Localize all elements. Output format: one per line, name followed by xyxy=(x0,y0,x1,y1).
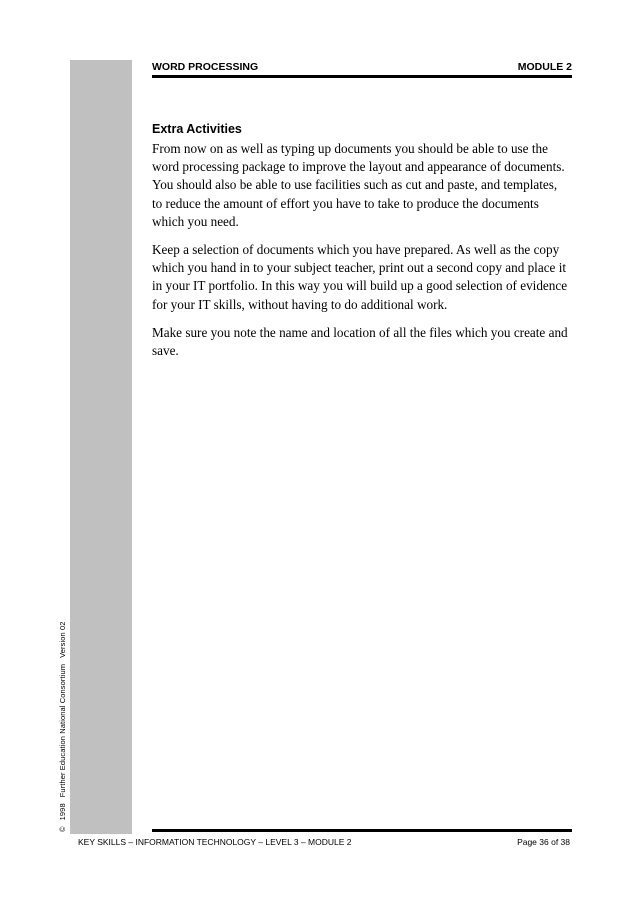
header-divider xyxy=(152,75,572,78)
copyright-year: 1998 xyxy=(58,803,67,821)
main-content xyxy=(152,122,570,370)
copyright-symbol: © xyxy=(58,826,67,832)
footer-course-title: KEY SKILLS – INFORMATION TECHNOLOGY – LEVEL 3 – MODULE 2 xyxy=(78,837,352,847)
paragraph-1: From now on as well as typing up documents you should be able to use the word processing package to improve the layout and appearance of documents. You should also be able to use facilities such as cut and paste, and templates, to reduce the amount of effort you have to take to produce the documents which you need. xyxy=(152,141,565,229)
header-module-label: MODULE 2 xyxy=(517,61,572,73)
footer-page-number: Page 36 of 38 xyxy=(517,837,570,847)
footer-divider xyxy=(152,829,572,832)
paragraph-2: Keep a selection of documents which you have prepared. As well as the copy which you hand in to your subject teacher, print out a second copy and place it in your IT portfolio. In this way you will build up a good selection of evidence for your IT skills, without having to do additional work. xyxy=(152,242,568,312)
document-version: Version 02 xyxy=(58,621,67,658)
paragraph-3: Make sure you note the name and location of all the files which you create and save. xyxy=(152,324,568,359)
section-heading: Extra Activities xyxy=(152,122,242,136)
header-section-title: WORD PROCESSING xyxy=(152,61,259,73)
sidebar-band xyxy=(70,60,132,834)
copyright-organisation: Further Education National Consortium xyxy=(58,663,67,798)
sidebar-copyright-text xyxy=(58,615,67,832)
